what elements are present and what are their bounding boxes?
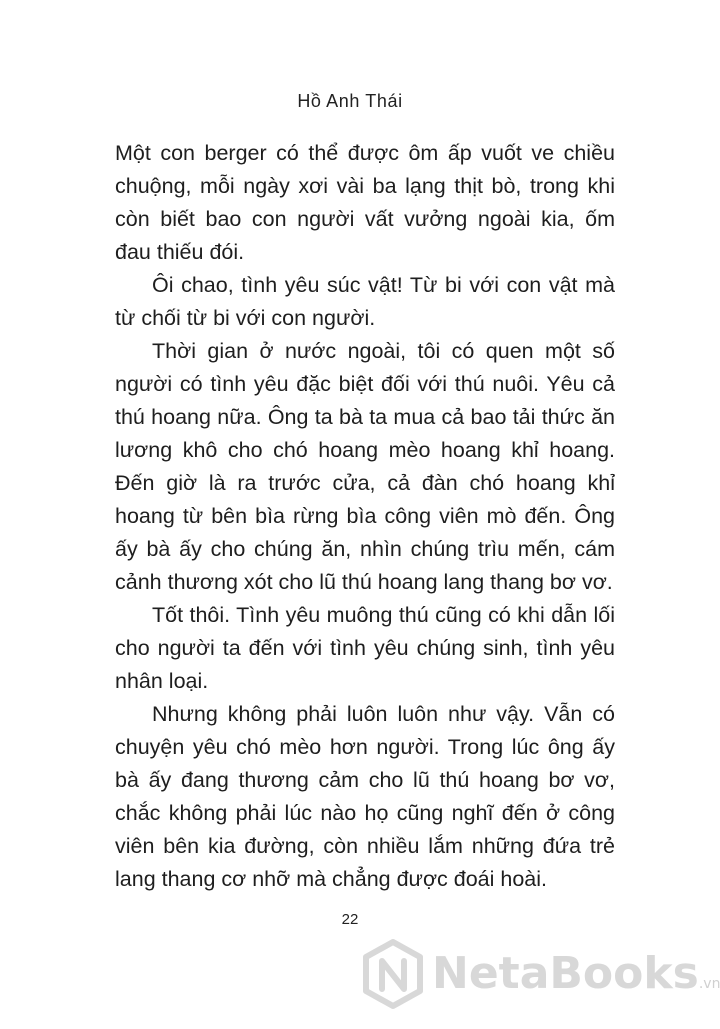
paragraph-2: Ôi chao, tình yêu súc vật! Từ bi với con vật mà từ chối từ bi với con người. xyxy=(115,273,615,330)
paragraph-1: Một con berger có thể được ôm ấp vuốt ve chiều chuộng, mỗi ngày xơi vài ba lạng thịt bò, trong khi còn biết bao con người vất vưởng ngoài kia, ốm đau thiếu đói. xyxy=(115,141,615,264)
netabooks-logo-icon xyxy=(362,939,424,1009)
netabooks-watermark xyxy=(362,932,720,1016)
watermark-brand: NetaBooks xyxy=(432,948,699,999)
page-number: 22 xyxy=(341,911,359,928)
body-text xyxy=(115,137,615,896)
watermark-suffix: .vn xyxy=(698,976,720,992)
paragraph-3: Thời gian ở nước ngoài, tôi có quen một số người có tình yêu đặc biệt đối với thú nuôi. Yêu cả thú hoang nữa. Ông ta bà ta mua cả bao tải thức ăn lương khô cho chó hoang mèo hoang khỉ hoang. Đến giờ là ra trước cửa, cả đàn chó hoang khỉ hoang từ bên bìa rừng bìa công viên mò đến. Ông ấy bà ấy cho chúng ăn, nhìn chúng trìu mến, cám cảnh thương xót cho lũ thú hoang lang thang bơ vơ. xyxy=(115,339,615,594)
paragraph-4: Tốt thôi. Tình yêu muông thú cũng có khi dẫn lối cho người ta đến với tình yêu chúng sinh, tình yêu nhân loại. xyxy=(115,603,615,693)
watermark-text xyxy=(432,948,720,999)
paragraph-5: Nhưng không phải luôn luôn như vậy. Vẫn có chuyện yêu chó mèo hơn người. Trong lúc ông ấy bà ấy đang thương cảm cho lũ thú hoang bơ vơ, chắc không phải lúc nào họ cũng nghĩ đến ở công viên bên kia đường, còn nhiều lắm những đứa trẻ lang thang cơ nhỡ mà chẳng được đoái hoài. xyxy=(115,702,615,891)
running-header-author: Hồ Anh Thái xyxy=(297,91,403,111)
